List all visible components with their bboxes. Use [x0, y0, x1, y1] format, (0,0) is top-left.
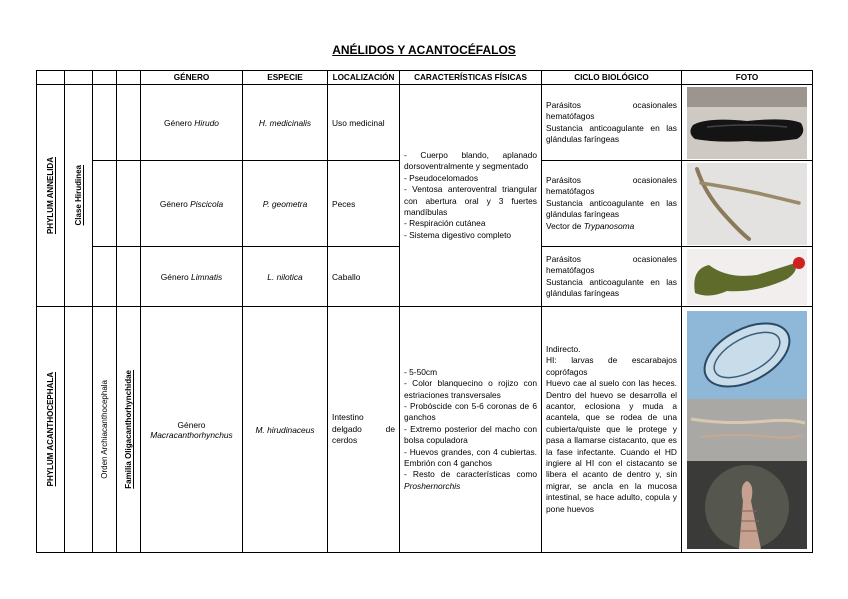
- adult-worm-photo: [684, 399, 810, 461]
- familia-oligacanthorhynchidae: Familia Oligacanthorhynchidae: [124, 370, 133, 489]
- especie-cell: M. hirudinaceus: [243, 307, 328, 553]
- header-foto: FOTO: [682, 71, 813, 85]
- photo-piscicola: [682, 161, 813, 247]
- genero-cell: Género Piscicola: [141, 161, 243, 247]
- genero-cell: Género Limnatis: [141, 247, 243, 307]
- photo-limnatis: [682, 247, 813, 307]
- localizacion-cell: Intestino delgado de cerdos: [328, 307, 400, 553]
- page-title: ANÉLIDOS Y ACANTOCÉFALOS: [332, 43, 516, 57]
- phylum-annelida: PHYLUM ANNELIDA: [46, 156, 55, 235]
- ciclo-cell: Parásitos ocasionales hematófagos Sustancia anticoagulante en las glándulas faríngeas: [542, 247, 682, 307]
- orden-archiacanthocephala: Orden Archiacanthocephala: [100, 380, 109, 479]
- header-especie: ESPECIE: [243, 71, 328, 85]
- phylum-acanthocephala: PHYLUM ACANTHOCEPHALA: [46, 372, 55, 487]
- ciclo-cell: Parásitos ocasionales hematófagos Sustancia anticoagulante en las glándulas faríngeas: [542, 85, 682, 161]
- proboscis-photo: [684, 461, 810, 549]
- piscicola-photo: [684, 163, 810, 245]
- table-row: [37, 85, 813, 161]
- caracteristicas-acanthocephala: - 5-50cm - Color blanquecino o rojizo con estriaciones transversales - Probóscide con 5-6 coronas de 6 ganchos - Extremo posterior del macho con bolsa copuladora - Huevos grandes, con 4 cubiertas. Embrión con 4 ganchos - Resto de características como Proshernorchis: [400, 307, 542, 553]
- photo-hirudo: [682, 85, 813, 161]
- egg-photo: [684, 311, 810, 399]
- header-caracteristicas: CARACTERÍSTICAS FÍSICAS: [400, 71, 542, 85]
- genero-cell: Género Hirudo: [141, 85, 243, 161]
- localizacion-cell: Caballo: [328, 247, 400, 307]
- genero-cell: Género Macracanthorhynchus: [141, 307, 243, 553]
- header-ciclo: CICLO BIOLÓGICO: [542, 71, 682, 85]
- especie-cell: P. geometra: [243, 161, 328, 247]
- hirudo-photo: [684, 87, 810, 159]
- especie-cell: L. nilotica: [243, 247, 328, 307]
- parasite-table: [36, 70, 813, 553]
- localizacion-cell: Peces: [328, 161, 400, 247]
- photo-acanthocephala: [682, 307, 813, 553]
- header-localizacion: LOCALIZACIÓN: [328, 71, 400, 85]
- caracteristicas-annelida: - Cuerpo blando, aplanado dorsoventralmente y segmentado - Pseudocelomados - Ventosa anteroventral triangular con abertura oral y 3 fuertes mandíbulas - Respiración cutánea - Sistema digestivo completo: [400, 85, 542, 307]
- ciclo-cell: Parásitos ocasionales hematófagos Sustancia anticoagulante en las glándulas faríngeas Vector de Trypanosoma: [542, 161, 682, 247]
- ciclo-acanthocephala: Indirecto. HI: larvas de escarabajos coprófagos Huevo cae al suelo con las heces. Dentro del huevo se desarrolla el acantor, eclosiona y muda a acantela, que se rodea de una cubierta/quiste que le protege y pasa a llamarse cistacanto, que es la fase infectante. Cuando el HD ingiere al HI con el cistacanto se libera el acanto de dentro y, sin migrar, se ancla en la mucosa intestinal, se hace adulto, copula y pone huevos: [542, 307, 682, 553]
- header-genero: GÉNERO: [141, 71, 243, 85]
- header-row: [37, 71, 813, 85]
- limnatis-photo: [684, 249, 810, 305]
- especie-cell: H. medicinalis: [243, 85, 328, 161]
- table-row: [37, 307, 813, 553]
- clase-hirudinea: Clase Hirudinea: [74, 165, 83, 226]
- localizacion-cell: Uso medicinal: [328, 85, 400, 161]
